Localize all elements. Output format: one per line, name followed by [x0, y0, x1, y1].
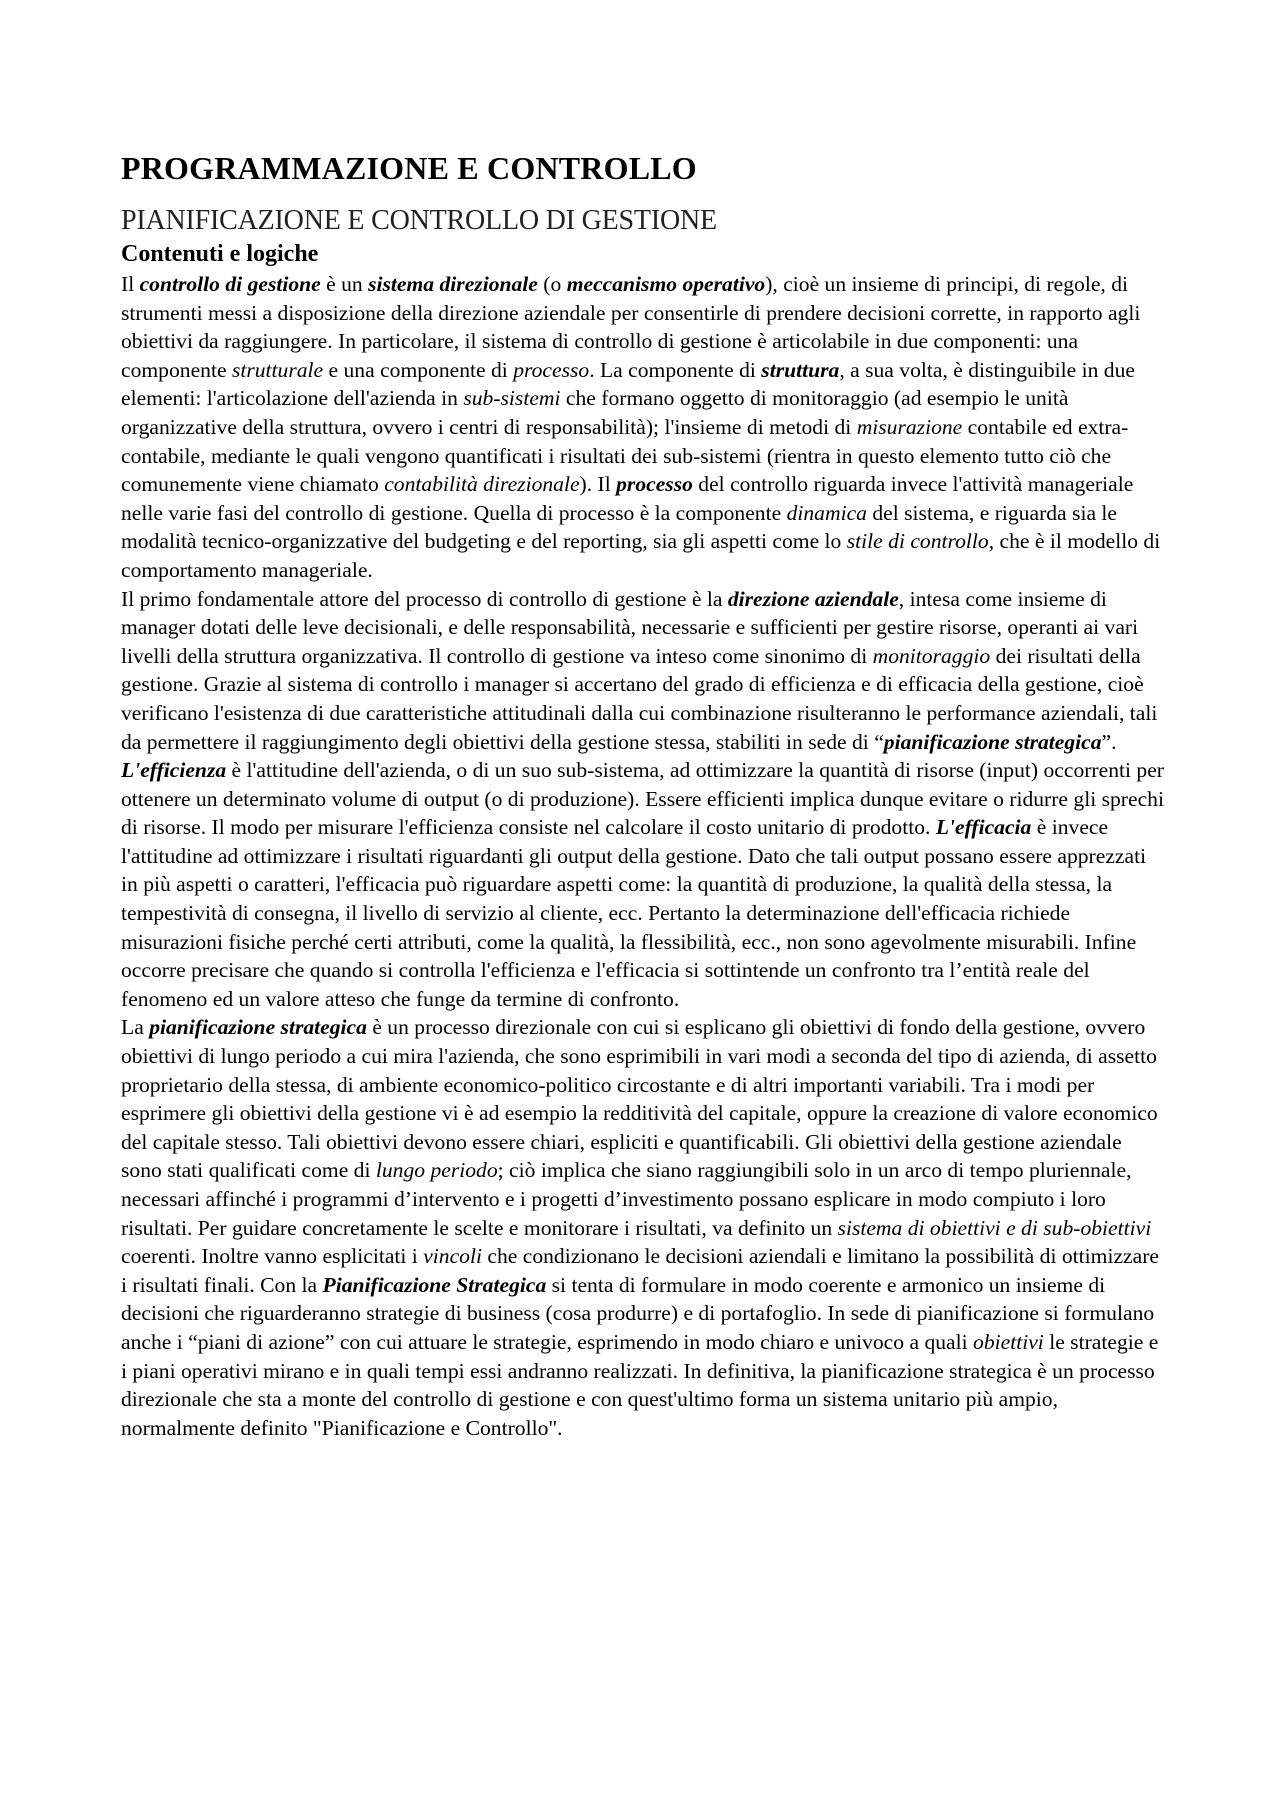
body-text-run: La — [121, 1015, 150, 1040]
emphasis-text: direzione aziendale — [727, 586, 899, 611]
body-text-run: e una componente di — [323, 357, 514, 382]
body-text-run: ; ciò implica che siano raggiungibili solo in un arco di tempo pluriennale, necessari affinché i programmi d’intervento e i progetti d’investimento possano esplicare in modo compiuto i loro risultati. Per guidare concretamente le scelte e monitorare i risultati, va definito un — [121, 1158, 1132, 1240]
emphasis-text: sistema di obiettivi e di sub-obiettivi — [837, 1215, 1152, 1240]
body-text-run: è un — [320, 272, 369, 296]
body-text-run: . La componente di — [589, 357, 762, 382]
emphasis-text: L'efficacia — [935, 815, 1032, 840]
emphasis-text: processo — [616, 472, 693, 497]
body-text-run: dei risultati della gestione. Grazie al sistema di controllo i manager si accertano del grado di efficienza e di efficacia della gestione, cioè verificano l'esistenza di due caratteristiche attitudinali dalla cui combinazione risulteranno le performance aziendali, tali da permettere il raggiungimento degli obiettivi della gestione stessa, stabiliti in sede di “ — [121, 643, 1158, 754]
body-text-run: che formano oggetto di monitoraggio (ad esempio le unità organizzative della struttura, ovvero i centri di responsabilità); l'insieme di metodi di — [121, 386, 1069, 439]
emphasis-text: pianificazione strategica — [883, 729, 1102, 754]
body-text-run: coerenti. Inoltre vanno esplicitati i — [121, 1244, 424, 1269]
body-text-run: le strategie e i piani operativi mirano e in quali tempi essi andranno realizzati. In definitiva, la pianificazione strategica è un processo direzionale che sta a monte del controllo di gestione e con quest'ultimo forma un sistema unitario più ampio, normalmente definito "Pianificazione e Controllo". — [121, 1329, 1159, 1440]
section-heading: Contenuti e logiche — [121, 241, 319, 267]
emphasis-text: L'efficienza — [121, 758, 227, 783]
body-text-run: , intesa come insieme di manager dotati delle leve decisionali, e delle responsabilità, necessarie e sufficienti per gestire risorse, operanti ai vari livelli della struttura organizzativa. Il controllo di gestione va inteso come sinonimo di — [121, 586, 1139, 668]
emphasis-text: sub-sistemi — [463, 386, 561, 411]
emphasis-text: controllo di gestione — [139, 272, 321, 296]
emphasis-text: strutturale — [231, 357, 324, 382]
emphasis-text: processo — [513, 357, 590, 382]
emphasis-text: monitoraggio — [872, 643, 991, 668]
emphasis-text: contabilità direzionale — [384, 472, 580, 497]
body-text-run: ), cioè un insieme di principi, di regole, di strumenti messi a disposizione della direzione aziendale per consentirle di prendere decisioni corrette, in rapporto agli obiettivi da raggiungere. In particolare, il sistema di controllo di gestione è articolabile in due componenti: una componente — [121, 272, 1141, 382]
emphasis-text: sistema direzionale — [368, 272, 538, 296]
body-text-run: , che è il modello di comportamento manageriale. — [121, 529, 1161, 582]
emphasis-text: obiettivi — [973, 1329, 1044, 1354]
body-text — [121, 270, 1166, 1442]
body-text-run: ). Il — [579, 472, 617, 497]
emphasis-text: struttura — [761, 357, 840, 382]
body-text-run: Il — [121, 272, 140, 296]
body-text-run: si tenta di formulare in modo coerente e armonico un insieme di decisioni che riguarderanno strategie di business (cosa produrre) e di portafoglio. In sede di pianificazione si formulano anche i “piani di azione” con cui attuare le strategie, esprimendo in modo chiaro e univoco a quali — [121, 1272, 1155, 1354]
body-text-run: del controllo riguarda invece l'attività manageriale nelle varie fasi del controllo di gestione. Quella di processo è la componente — [121, 472, 1134, 525]
body-text-run: che condizionano le decisioni aziendali e limitano la possibilità di ottimizzare i risultati finali. Con la — [121, 1244, 1159, 1297]
body-text-run: contabile ed extra-contabile, mediante le quali vengono quantificati i risultati dei sub-sistemi (rientra in questo elemento tutto ciò che comunemente viene chiamato — [121, 414, 1129, 497]
body-text-run: ”. — [1101, 729, 1117, 754]
body-text-run: (o — [537, 272, 567, 296]
emphasis-text: vincoli — [423, 1244, 482, 1269]
paragraph — [121, 1013, 1166, 1442]
emphasis-text: lungo periodo — [375, 1158, 498, 1183]
document-page — [121, 150, 1166, 1442]
body-text-run: Il primo fondamentale attore del processo di controllo di gestione è la — [121, 586, 728, 611]
paragraph — [121, 585, 1166, 1014]
emphasis-text: stile di controllo — [846, 529, 989, 554]
body-text-run: , a sua volta, è distinguibile in due elementi: l'articolazione dell'azienda in — [121, 357, 1135, 411]
emphasis-text: Pianificazione Strategica — [322, 1272, 547, 1297]
emphasis-text: meccanismo operativo — [566, 272, 766, 296]
body-text-run: è l'attitudine dell'azienda, o di un suo sub-sistema, ad ottimizzare la quantità di risorse (input) occorrenti per ottenere un determinato volume di output (o di produzione). Essere efficienti implica dunque evitare o ridurre gli sprechi di risorse. Il modo per misurare l'efficienza consiste nel calcolare il costo unitario di prodotto. — [121, 758, 1164, 840]
emphasis-text: misurazione — [856, 414, 963, 439]
body-text-run: è un processo direzionale con cui si esplicano gli obiettivi di fondo della gestione, ovvero obiettivi di lungo periodo a cui mira l'azienda, che sono esprimibili in vari modi a seconda del tipo di azienda, di assetto proprietario della stessa, di ambiente economico-politico circostante e di altri importanti variabili. Tra i modi per esprimere gli obiettivi della gestione vi è ad esempio la redditività del capitale, oppure la creazione di valore economico del capitale stesso. Tali obiettivi devono essere chiari, espliciti e quantificabili. Gli obiettivi della gestione aziendale sono stati qualificati come di — [121, 1015, 1158, 1183]
document-title: PROGRAMMAZIONE E CONTROLLO — [121, 150, 697, 186]
emphasis-text: pianificazione strategica — [149, 1015, 367, 1040]
emphasis-text: dinamica — [786, 500, 867, 525]
body-text-run: è invece l'attitudine ad ottimizzare i risultati riguardanti gli output della gestione. Dato che tali output possano essere apprezzati in più aspetti o caratteri, l'efficacia può riguardare aspetti come: la quantità di produzione, la qualità della stessa, la tempestività di consegna, il livello di servizio al cliente, ecc. Pertanto la determinazione dell'efficacia richiede misurazioni fisiche perché certi attributi, come la qualità, la flessibilità, ecc., non sono agevolmente misurabili. Infine occorre precisare che quando si controlla l'efficienza e l'efficacia si sottintende un confronto tra l’entità reale del fenomeno ed un valore atteso che funge da termine di confronto. — [121, 815, 1147, 1011]
paragraph — [121, 270, 1166, 585]
body-text-run: del sistema, e riguarda sia le modalità tecnico-organizzative del budgeting e del reporting, sia gli aspetti come lo — [121, 500, 1118, 554]
document-subtitle: PIANIFICAZIONE E CONTROLLO DI GESTIONE — [121, 205, 717, 236]
